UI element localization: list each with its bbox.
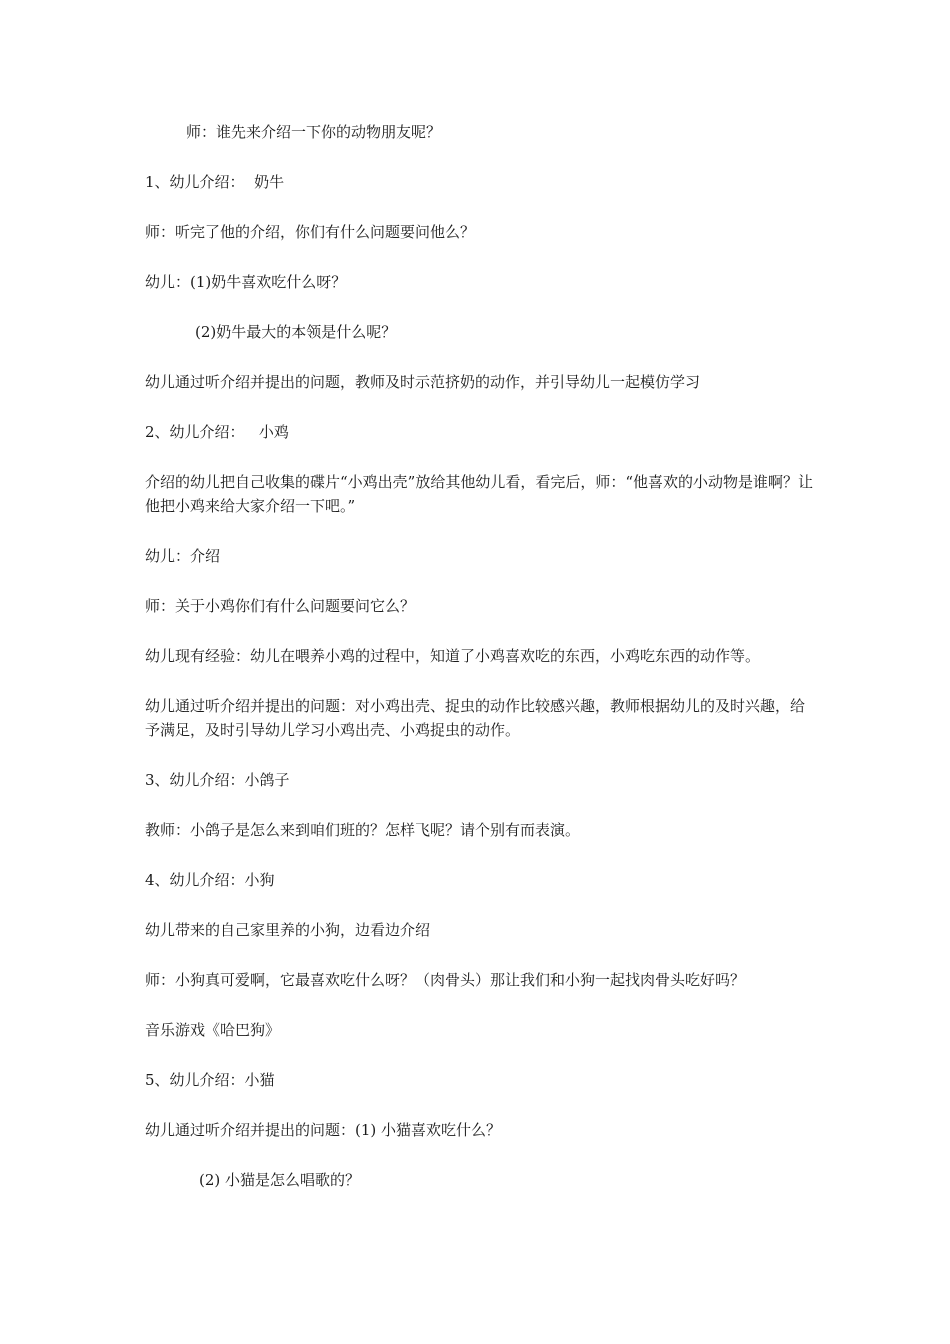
paragraph: 幼儿通过听介绍并提出的问题：对小鸡出壳、捉虫的动作比较感兴趣，教师根据幼儿的及时兴趣，给予满足，及时引导幼儿学习小鸡出壳、小鸡捉虫的动作。 bbox=[145, 697, 806, 739]
paragraph: 介绍的幼儿把自己收集的碟片“小鸡出壳”放给其他幼儿看，看完后，师：“他喜欢的小动物是谁啊？让他把小鸡来给大家介绍一下吧。” bbox=[145, 473, 814, 515]
paragraph: 师：谁先来介绍一下你的动物朋友呢？ bbox=[186, 123, 442, 141]
paragraph: (2)奶牛最大的本领是什么呢？ bbox=[195, 323, 397, 341]
paragraph: 1、幼儿介绍： 奶牛 bbox=[145, 173, 285, 191]
paragraph: 师：小狗真可爱啊，它最喜欢吃什么呀？（肉骨头）那让我们和小狗一起找肉骨头吃好吗？ bbox=[145, 971, 746, 989]
document-body bbox=[145, 120, 815, 1218]
paragraph: 2、幼儿介绍： 小鸡 bbox=[145, 423, 289, 441]
paragraph: 教师：小鸽子是怎么来到咱们班的？怎样飞呢？请个别有而表演。 bbox=[145, 821, 581, 839]
paragraph: 师：听完了他的介绍，你们有什么问题要问他么？ bbox=[145, 223, 476, 241]
paragraph: 幼儿通过听介绍并提出的问题：(1) 小猫喜欢吃什么？ bbox=[145, 1121, 502, 1139]
paragraph: 幼儿通过听介绍并提出的问题，教师及时示范挤奶的动作，并引导幼儿一起模仿学习 bbox=[145, 373, 701, 391]
paragraph: 4、幼儿介绍：小狗 bbox=[145, 871, 275, 889]
paragraph: 幼儿现有经验：幼儿在喂养小鸡的过程中，知道了小鸡喜欢吃的东西，小鸡吃东西的动作等。 bbox=[145, 647, 761, 665]
paragraph: 3、幼儿介绍：小鸽子 bbox=[145, 771, 290, 789]
paragraph: (2) 小猫是怎么唱歌的？ bbox=[199, 1171, 361, 1189]
paragraph: 音乐游戏《哈巴狗》 bbox=[145, 1021, 281, 1039]
paragraph: 师：关于小鸡你们有什么问题要问它么？ bbox=[145, 597, 416, 615]
paragraph: 幼儿：介绍 bbox=[145, 547, 221, 565]
paragraph: 幼儿：(1)奶牛喜欢吃什么呀？ bbox=[145, 273, 347, 291]
paragraph: 幼儿带来的自己家里养的小狗，边看边介绍 bbox=[145, 921, 431, 939]
paragraph: 5、幼儿介绍：小猫 bbox=[145, 1071, 275, 1089]
